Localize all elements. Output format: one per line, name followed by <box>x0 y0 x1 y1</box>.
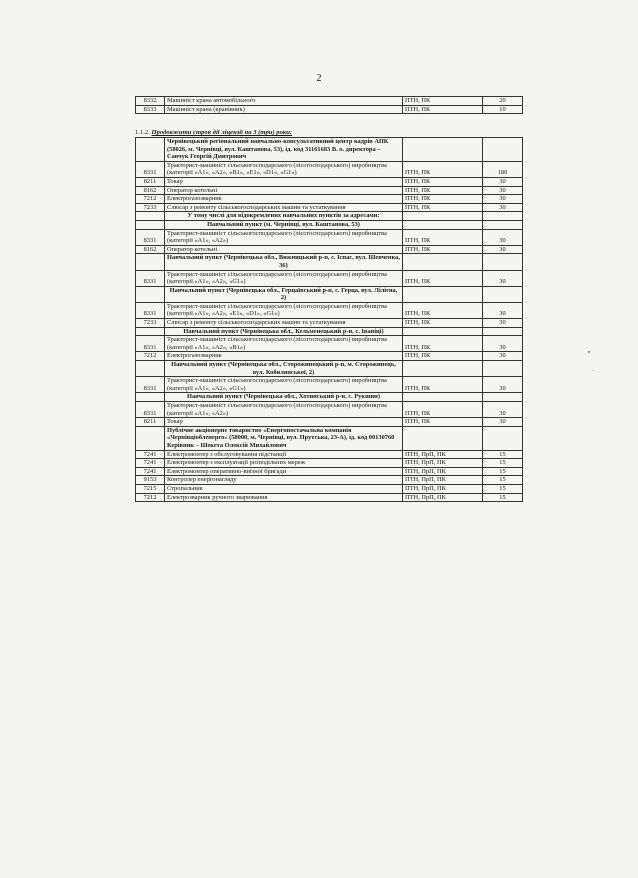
table-row <box>136 270 523 286</box>
training-form: ПТН, ПК <box>403 402 483 418</box>
table-row <box>136 302 523 318</box>
table-row <box>136 476 523 485</box>
profession-name: Слюсар з ремонту сільськогосподарських машин та устаткування <box>165 203 403 212</box>
training-point-cell: Навчальний пункт (Чернівецька обл., Хотинський р-н, с. Рукшин) <box>165 393 403 402</box>
license-count: 30 <box>483 336 523 352</box>
training-form: ПТН, ПК <box>403 377 483 393</box>
code-cell <box>136 393 165 402</box>
profession-code: 7212 <box>136 195 165 204</box>
scan-mark: · <box>592 367 595 375</box>
table-row <box>136 177 523 186</box>
table-row <box>136 467 523 476</box>
profession-name: Електрогазозварник <box>165 195 403 204</box>
profession-code: 8162 <box>136 245 165 254</box>
table-row <box>136 203 523 212</box>
training-point-row <box>136 254 523 270</box>
table-row <box>136 352 523 361</box>
profession-name: Машиніст крана автомобільного <box>165 97 403 106</box>
form-cell <box>403 212 483 221</box>
table-row <box>136 186 523 195</box>
code-cell <box>136 254 165 270</box>
table-row <box>136 97 523 106</box>
license-count: 10 <box>483 105 523 114</box>
profession-code: 7241 <box>136 467 165 476</box>
training-form: ПТН, ПК <box>403 245 483 254</box>
training-point-row <box>136 327 523 336</box>
profession-name: Тракторист-машиніст сільськогосподарського (лісогосподарського) виробництва (категорії «А1», «А2», «В1») <box>165 336 403 352</box>
profession-code: 8331 <box>136 229 165 245</box>
count-cell <box>483 212 523 221</box>
profession-code: 8162 <box>136 186 165 195</box>
license-count: 15 <box>483 467 523 476</box>
license-count: 30 <box>483 418 523 427</box>
profession-name: Стропальник <box>165 484 403 493</box>
profession-name: Контролер енергонагляду <box>165 476 403 485</box>
table-row <box>136 459 523 468</box>
profession-code: 8331 <box>136 402 165 418</box>
organization-cell: Чернівецький регіональний навчально-консультативний центр кадрів АПК (58026, м. Чернівці, вул. Каштанова, 53), ід. код 31161683 В. о. директора – Савчук Георгій Дмитрович <box>165 138 403 162</box>
count-cell <box>483 327 523 336</box>
training-form: ПТН, ПК <box>403 418 483 427</box>
count-cell <box>483 361 523 377</box>
license-count: 30 <box>483 203 523 212</box>
code-cell <box>136 426 165 450</box>
profession-name: Електрогазозварник <box>165 352 403 361</box>
form-cell <box>403 393 483 402</box>
profession-code: 8332 <box>136 97 165 106</box>
table-row <box>136 493 523 502</box>
form-cell <box>403 327 483 336</box>
profession-name: Електромонтер оперативно-виїзної бригади <box>165 467 403 476</box>
profession-name: Слюсар з ремонту сільськогосподарських машин та устаткування <box>165 319 403 328</box>
profession-code: 7241 <box>136 459 165 468</box>
table-row <box>136 418 523 427</box>
form-cell <box>403 426 483 450</box>
table-row <box>136 161 523 177</box>
profession-code: 7212 <box>136 352 165 361</box>
profession-name: Тракторист-машиніст сільськогосподарського (лісогосподарського) виробництва (категорії «А1», «А2», «G1») <box>165 270 403 286</box>
table-row <box>136 195 523 204</box>
license-table-top <box>135 96 523 114</box>
license-count: 30 <box>483 245 523 254</box>
table-row <box>136 229 523 245</box>
form-cell <box>403 138 483 162</box>
section-heading <box>135 129 292 136</box>
license-count: 30 <box>483 377 523 393</box>
section-number: 1.1.2. <box>135 129 150 136</box>
training-form: ПТН, ПК <box>403 195 483 204</box>
table-row <box>136 245 523 254</box>
table-row <box>136 105 523 114</box>
organization-row <box>136 138 523 162</box>
training-point-row <box>136 286 523 302</box>
count-cell <box>483 220 523 229</box>
training-form: ПТН, ПК <box>403 319 483 328</box>
profession-name: Оператор котельні <box>165 186 403 195</box>
training-form: ПТН, ПК <box>403 336 483 352</box>
table-row <box>136 402 523 418</box>
training-form: ПТН, ПрП, ПК <box>403 476 483 485</box>
license-count: 30 <box>483 177 523 186</box>
license-count: 30 <box>483 319 523 328</box>
form-cell <box>403 254 483 270</box>
table-row <box>136 319 523 328</box>
count-cell <box>483 138 523 162</box>
profession-code: 8331 <box>136 302 165 318</box>
license-count: 30 <box>483 186 523 195</box>
license-count: 30 <box>483 195 523 204</box>
training-form: ПТН, ПК <box>403 270 483 286</box>
license-count: 20 <box>483 97 523 106</box>
training-form: ПТН, ПК <box>403 302 483 318</box>
training-form: ПТН, ПК <box>403 352 483 361</box>
profession-name: Тракторист-машиніст сільськогосподарського (лісогосподарського) виробництва (категорії «А1», «А2») <box>165 402 403 418</box>
profession-name: Електрозварник ручного зварювання <box>165 493 403 502</box>
profession-name: Токар <box>165 418 403 427</box>
table-row <box>136 484 523 493</box>
code-cell <box>136 327 165 336</box>
license-count: 15 <box>483 459 523 468</box>
license-count: 30 <box>483 270 523 286</box>
profession-code: 7215 <box>136 484 165 493</box>
license-count: 30 <box>483 229 523 245</box>
page-number: 2 <box>316 73 322 84</box>
training-form: ПТН, ПК <box>403 229 483 245</box>
training-form: ПТН, ПрП, ПК <box>403 467 483 476</box>
training-form: ПТН, ПрП, ПК <box>403 484 483 493</box>
organization-cell: Публічне акціонерне товариство «Енергопостачальна компанія «Чернівціобленерго» (58000, м. Чернівці, вул. Прутська, 23-А), ід. код 00130760 Керівник – Шекета Олексій Михайлович <box>165 426 403 450</box>
license-count: 15 <box>483 493 523 502</box>
count-cell <box>483 393 523 402</box>
count-cell <box>483 286 523 302</box>
training-point-row <box>136 220 523 229</box>
code-cell <box>136 361 165 377</box>
training-form: ПТН, ПК <box>403 105 483 114</box>
profession-name: Електромонтер з експлуатації розподільних мереж <box>165 459 403 468</box>
profession-name: Тракторист-машиніст сільськогосподарського (лісогосподарського) виробництва (категорії «А1», «А2») <box>165 229 403 245</box>
organization-row <box>136 426 523 450</box>
form-cell <box>403 361 483 377</box>
profession-name: Тракторист-машиніст сільськогосподарського (лісогосподарського) виробництва (категорії «А1», «А2», «В1», «Е1», «D1», «G1») <box>165 161 403 177</box>
training-point-cell: Навчальний пункт (Чернівецька обл., Герцаївський р-н, с. Герца, вул. Лілієна, 2) <box>165 286 403 302</box>
license-count: 15 <box>483 450 523 459</box>
training-form: ПТН, ПК <box>403 186 483 195</box>
profession-code: 7241 <box>136 450 165 459</box>
code-cell <box>136 286 165 302</box>
section-title: Продовжити строк дії ліцензії на 3 (три) роки: <box>151 129 293 136</box>
form-cell <box>403 220 483 229</box>
license-count: 180 <box>483 161 523 177</box>
training-form: ПТН, ПрП, ПК <box>403 459 483 468</box>
form-cell <box>403 286 483 302</box>
training-point-cell: Навчальний пункт (Чернівецька обл., Кельменецький р-н, с. Іваніці) <box>165 327 403 336</box>
profession-code: 7233 <box>136 203 165 212</box>
training-point-row <box>136 212 523 221</box>
profession-name: Електромонтер з обслуговування підстанції <box>165 450 403 459</box>
profession-code: 8331 <box>136 377 165 393</box>
training-form: ПТН, ПК <box>403 161 483 177</box>
license-count: 30 <box>483 402 523 418</box>
license-count: 15 <box>483 484 523 493</box>
count-cell <box>483 254 523 270</box>
profession-name: Тракторист-машиніст сільськогосподарського (лісогосподарського) виробництва (категорії «А1», «А2», «G1») <box>165 377 403 393</box>
training-point-row <box>136 393 523 402</box>
profession-name: Токар <box>165 177 403 186</box>
training-form: ПТН, ПК <box>403 203 483 212</box>
code-cell <box>136 138 165 162</box>
training-form: ПТН, ПрП, ПК <box>403 493 483 502</box>
profession-name: Машиніст крана (кранівник) <box>165 105 403 114</box>
profession-code: 8211 <box>136 177 165 186</box>
profession-code: 8333 <box>136 105 165 114</box>
training-point-cell: У тому числі для відокремлених навчальних пунктів за адресами: <box>165 212 403 221</box>
scan-mark: ٭ <box>587 348 591 356</box>
license-count: 30 <box>483 352 523 361</box>
profession-code: 9153 <box>136 476 165 485</box>
table-row <box>136 450 523 459</box>
profession-name: Тракторист-машиніст сільськогосподарського (лісогосподарського) виробництва (категорії «А1», «А2», «Е1», «D1», «G1») <box>165 302 403 318</box>
training-form: ПТН, ПК <box>403 97 483 106</box>
training-point-cell: Навчальний пункт (м. Чернівці, вул. Каштанова, 53) <box>165 220 403 229</box>
count-cell <box>483 426 523 450</box>
profession-name: Оператор котельні <box>165 245 403 254</box>
table-row <box>136 336 523 352</box>
code-cell <box>136 212 165 221</box>
training-form: ПТН, ПрП, ПК <box>403 450 483 459</box>
code-cell <box>136 220 165 229</box>
profession-code: 7233 <box>136 319 165 328</box>
training-point-row <box>136 361 523 377</box>
profession-code: 7212 <box>136 493 165 502</box>
training-point-cell: Навчальний пункт (Чернівецька обл., Сторожинецький р-н, м. Сторожинець, вул. Кобилянської, 2) <box>165 361 403 377</box>
profession-code: 8331 <box>136 161 165 177</box>
profession-code: 8331 <box>136 336 165 352</box>
license-table-main <box>135 137 523 502</box>
training-form: ПТН, ПК <box>403 177 483 186</box>
license-count: 30 <box>483 302 523 318</box>
profession-code: 8331 <box>136 270 165 286</box>
training-point-cell: Навчальний пункт (Чернівецька обл., Вижницький р-н, с. Іспас, вул. Шевченка, 36) <box>165 254 403 270</box>
table-row <box>136 377 523 393</box>
profession-code: 8211 <box>136 418 165 427</box>
license-count: 15 <box>483 476 523 485</box>
